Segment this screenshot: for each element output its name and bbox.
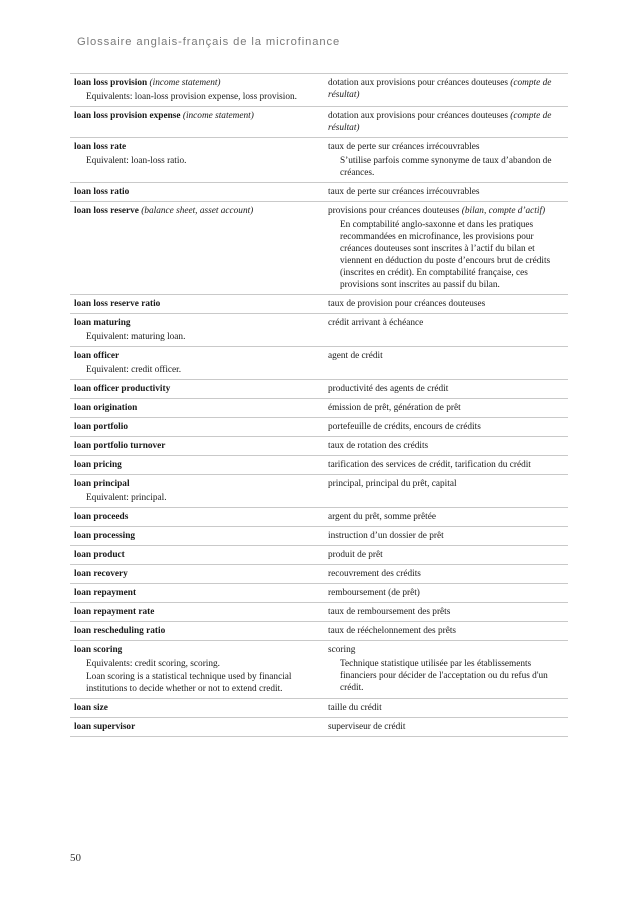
french-cell	[328, 202, 568, 295]
glossary-row	[70, 418, 568, 437]
french-cell	[328, 527, 568, 546]
french-note: En comptabilité anglo-saxonne et dans les pratiques recommandées en microfinance, les provisions pour créances douteuses sont inscrites à l’actif du bilan et viennent en déduction du poste d’encours brut de crédits (inscrites en crédit). En comptabilité française, ces provisions sont inscrites au passif du bilan.	[340, 220, 551, 290]
english-term: loan loss provision	[74, 78, 148, 88]
french-cell	[328, 314, 568, 347]
french-term: taux de rotation des crédits	[328, 441, 429, 451]
french-term: taux de provision pour créances douteuses	[328, 299, 486, 309]
french-term: argent du prêt, somme prêtée	[328, 512, 436, 522]
english-cell	[70, 527, 328, 546]
french-term: taux de remboursement des prêts	[328, 607, 451, 617]
english-cell	[70, 314, 328, 347]
french-cell	[328, 546, 568, 565]
french-term: remboursement (de prêt)	[328, 588, 420, 598]
glossary-row	[70, 603, 568, 622]
french-context: (compte de résultat)	[328, 78, 552, 100]
english-note: Equivalents: credit scoring, scoring.	[86, 659, 220, 669]
glossary-row	[70, 641, 568, 699]
french-term: taux de perte sur créances irrécouvrables	[328, 142, 480, 152]
glossary-row	[70, 74, 568, 107]
french-cell	[328, 565, 568, 584]
glossary-row	[70, 295, 568, 314]
english-cell	[70, 107, 328, 138]
glossary-row	[70, 475, 568, 508]
english-note: Equivalents: loan-loss provision expense, loss provision.	[86, 92, 297, 102]
english-cell	[70, 202, 328, 295]
english-term: loan officer	[74, 351, 120, 361]
glossary-row	[70, 622, 568, 641]
english-context: (balance sheet, asset account)	[141, 206, 254, 216]
french-cell	[328, 456, 568, 475]
french-note: S’utilise parfois comme synonyme de taux d’abandon de créances.	[340, 156, 552, 178]
english-term: loan maturing	[74, 318, 131, 328]
english-cell	[70, 603, 328, 622]
french-cell	[328, 641, 568, 699]
french-term: superviseur de crédit	[328, 722, 406, 732]
french-term: provisions pour créances douteuses	[328, 206, 460, 216]
french-term: recouvrement des crédits	[328, 569, 421, 579]
english-cell	[70, 456, 328, 475]
english-term: loan loss provision expense	[74, 111, 181, 121]
glossary-row	[70, 380, 568, 399]
english-term: loan proceeds	[74, 512, 129, 522]
french-cell	[328, 475, 568, 508]
glossary-row	[70, 347, 568, 380]
glossary-row	[70, 107, 568, 138]
french-cell	[328, 437, 568, 456]
english-context: (income statement)	[149, 78, 221, 88]
english-term: loan repayment rate	[74, 607, 155, 617]
french-cell	[328, 347, 568, 380]
english-cell	[70, 546, 328, 565]
glossary-row	[70, 527, 568, 546]
french-context: (compte de résultat)	[328, 111, 552, 133]
french-term: principal, principal du prêt, capital	[328, 479, 457, 489]
english-term: loan portfolio	[74, 422, 128, 432]
french-cell	[328, 584, 568, 603]
english-note: Equivalent: loan-loss ratio.	[86, 156, 187, 166]
english-note: Equivalent: principal.	[86, 493, 167, 503]
french-cell	[328, 380, 568, 399]
english-cell	[70, 584, 328, 603]
french-cell	[328, 622, 568, 641]
french-cell	[328, 508, 568, 527]
glossary-row	[70, 699, 568, 718]
french-cell	[328, 399, 568, 418]
french-term: productivité des agents de crédit	[328, 384, 449, 394]
glossary-row	[70, 314, 568, 347]
french-cell	[328, 699, 568, 718]
glossary-row	[70, 138, 568, 183]
glossary-row	[70, 718, 568, 737]
french-term: produit de prêt	[328, 550, 383, 560]
french-term: dotation aux provisions pour créances douteuses	[328, 78, 508, 88]
english-term: loan origination	[74, 403, 138, 413]
english-cell	[70, 718, 328, 737]
glossary-row	[70, 202, 568, 295]
english-cell	[70, 475, 328, 508]
french-term: instruction d’un dossier de prêt	[328, 531, 444, 541]
english-cell	[70, 138, 328, 183]
glossary-row	[70, 546, 568, 565]
page-number: 50	[70, 852, 81, 864]
glossary-row	[70, 437, 568, 456]
english-cell	[70, 437, 328, 456]
english-term: loan portfolio turnover	[74, 441, 166, 451]
english-term: loan officer productivity	[74, 384, 171, 394]
glossary-row	[70, 399, 568, 418]
english-term: loan recovery	[74, 569, 128, 579]
english-context: (income statement)	[182, 111, 254, 121]
english-cell	[70, 622, 328, 641]
english-cell	[70, 380, 328, 399]
french-note: Technique statistique utilisée par les établissements financiers pour décider de l'acceptation ou du refus d'un crédit.	[340, 659, 548, 693]
running-header: Glossaire anglais-français de la microfinance	[77, 36, 341, 48]
glossary-row	[70, 508, 568, 527]
french-term: crédit arrivant à échéance	[328, 318, 424, 328]
english-term: loan product	[74, 550, 125, 560]
glossary-row	[70, 456, 568, 475]
french-context: (bilan, compte d’actif)	[461, 206, 546, 216]
english-term: loan processing	[74, 531, 136, 541]
french-cell	[328, 183, 568, 202]
english-term: loan size	[74, 703, 108, 713]
french-cell	[328, 603, 568, 622]
french-cell	[328, 718, 568, 737]
english-note: Equivalent: maturing loan.	[86, 332, 186, 342]
english-term: loan supervisor	[74, 722, 136, 732]
french-term: émission de prêt, génération de prêt	[328, 403, 461, 413]
french-cell	[328, 138, 568, 183]
english-cell	[70, 399, 328, 418]
english-cell	[70, 347, 328, 380]
english-term: loan loss ratio	[74, 187, 130, 197]
english-cell	[70, 74, 328, 107]
english-term: loan loss rate	[74, 142, 127, 152]
english-term: loan pricing	[74, 460, 122, 470]
french-cell	[328, 107, 568, 138]
english-term: loan scoring	[74, 645, 123, 655]
english-cell	[70, 699, 328, 718]
french-cell	[328, 295, 568, 314]
glossary-row	[70, 584, 568, 603]
french-term: taille du crédit	[328, 703, 382, 713]
english-note: Loan scoring is a statistical technique used by financial institutions to decide whether or not to extend credit.	[86, 672, 292, 694]
english-term: loan loss reserve ratio	[74, 299, 161, 309]
french-cell	[328, 418, 568, 437]
english-term: loan principal	[74, 479, 130, 489]
english-note: Equivalent: credit officer.	[86, 365, 182, 375]
french-term: agent de crédit	[328, 351, 383, 361]
french-term: scoring	[328, 645, 356, 655]
english-term: loan loss reserve	[74, 206, 139, 216]
glossary-row	[70, 183, 568, 202]
glossary-body	[70, 74, 568, 737]
english-cell	[70, 508, 328, 527]
english-cell	[70, 641, 328, 699]
english-cell	[70, 295, 328, 314]
english-cell	[70, 565, 328, 584]
french-term: taux de perte sur créances irrécouvrables	[328, 187, 480, 197]
french-cell	[328, 74, 568, 107]
glossary-row	[70, 565, 568, 584]
french-term: dotation aux provisions pour créances douteuses	[328, 111, 508, 121]
french-term: taux de rééchelonnement des prêts	[328, 626, 457, 636]
english-term: loan rescheduling ratio	[74, 626, 166, 636]
glossary-table	[70, 73, 568, 737]
english-cell	[70, 418, 328, 437]
english-term: loan repayment	[74, 588, 137, 598]
french-term: tarification des services de crédit, tarification du crédit	[328, 460, 531, 470]
english-cell	[70, 183, 328, 202]
french-term: portefeuille de crédits, encours de crédits	[328, 422, 481, 432]
